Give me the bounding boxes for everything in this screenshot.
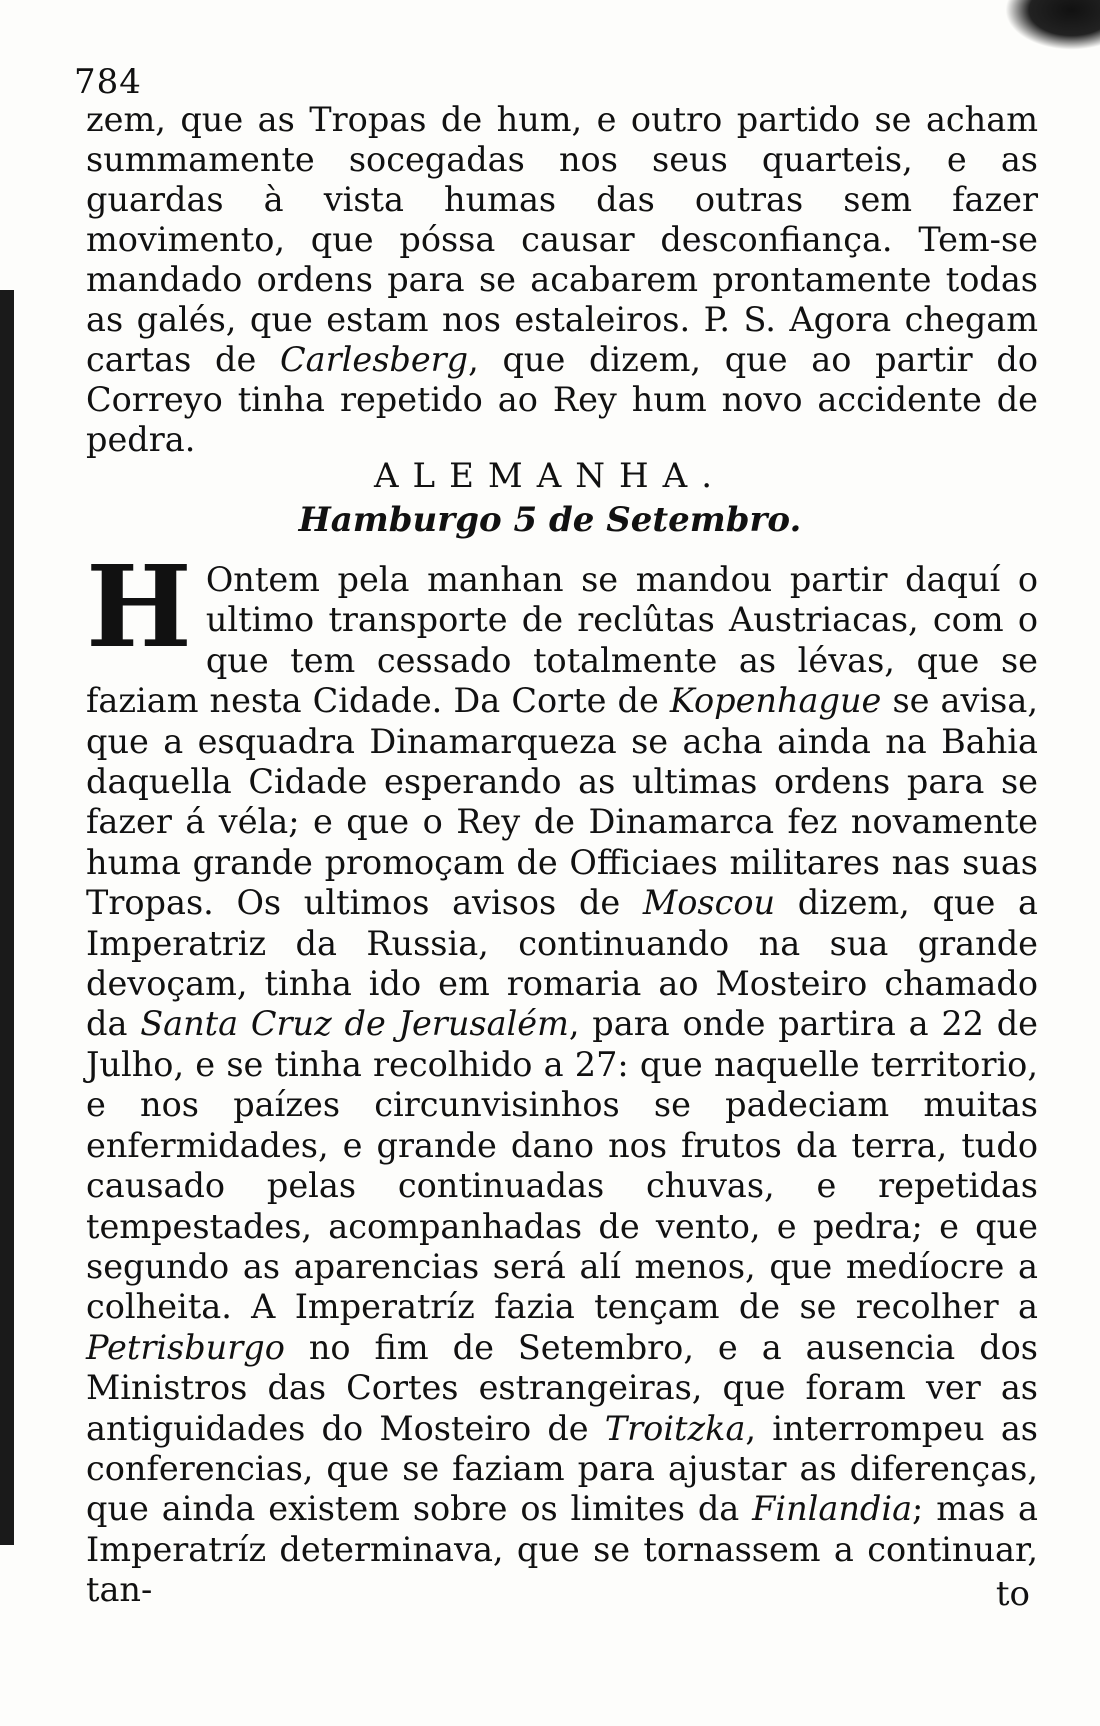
place-name: Troitzka	[604, 1408, 746, 1448]
article-text: , para onde partira a 22 de Julho, e se tinha recolhido a 27: que naquelle territorio, e nos paízes circunvisinhos se padeciam muitas enfermidades, e grande dano nos frutos da terra, tudo causado pelas continuadas chuvas, e repetidas tempestades, acompanhadas de vento, e pedra; e que segundo as aparencias será alí menos, que medíocre a colheita. A Imperatríz fazia tençam de se recolher a	[86, 1004, 1038, 1327]
drop-cap: H	[86, 542, 192, 673]
place-name: Santa Cruz de Jerusalém	[140, 1004, 569, 1044]
article-text: dizem, que a Imperatriz da Russia, continuando na sua grande devoçam, tinha ido em romaria ao Mosteiro chamado da	[86, 883, 1039, 1044]
page-number: 784	[74, 62, 142, 102]
continued-paragraph	[86, 100, 1038, 460]
section-heading: ALEMANHA.	[373, 456, 727, 496]
article-text: , interrompeu as conferencias, que se faziam para ajustar as diferenças, que ainda existem sobre os limites da	[86, 1408, 1038, 1529]
place-name: Carlesberg	[280, 340, 469, 379]
continued-text: , que dizem, que ao partir do Correyo tinha repetido ao Rey hum novo accidente de pedra.	[86, 340, 1038, 459]
article-text: Ontem pela manhan se mandou partir daquí o ultimo transporte de reclûtas Austriacas, com o que tem cessado totalmente as lévas, que se faziam nesta Cidade. Da Corte de	[86, 560, 1038, 721]
ink-blot	[1005, 0, 1100, 50]
dateline: Hamburgo 5 de Setembro.	[298, 500, 802, 540]
article-text: ; mas a Imperatríz determinava, que se tornassem a continuar, tan-	[86, 1489, 1038, 1610]
place-name: Petrisburgo	[86, 1327, 285, 1367]
article-paragraph	[86, 542, 1039, 1611]
place-name: Kopenhague	[669, 681, 882, 721]
catchword: to	[995, 1574, 1030, 1614]
article-text: no fim de Setembro, e a ausencia dos Ministros das Cortes estrangeiras, que foram ver as antiguidades do Mosteiro de	[86, 1327, 1038, 1448]
place-name: Moscou	[642, 883, 776, 923]
article-text: se avisa, que a esquadra Dinamarqueza se acha ainda na Bahia daquella Cidade esperando as ultimas ordens para se fazer á véla; e que o Rey de Dinamarca fez novamente huma grande promoçam de Officiaes militares nas suas Tropas. Os ultimos avisos de	[86, 681, 1038, 923]
place-name: Finlandia	[752, 1489, 913, 1529]
continued-text: zem, que as Tropas de hum, e outro partido se acham summamente socegadas nos seus quarteis, e as guardas à vista humas das outras sem fazer movimento, que póssa causar desconfiança. Tem-se mandado ordens para se acabarem prontamente todas as galés, que estam nos estaleiros. P. S. Agora chegam cartas de	[86, 100, 1038, 379]
